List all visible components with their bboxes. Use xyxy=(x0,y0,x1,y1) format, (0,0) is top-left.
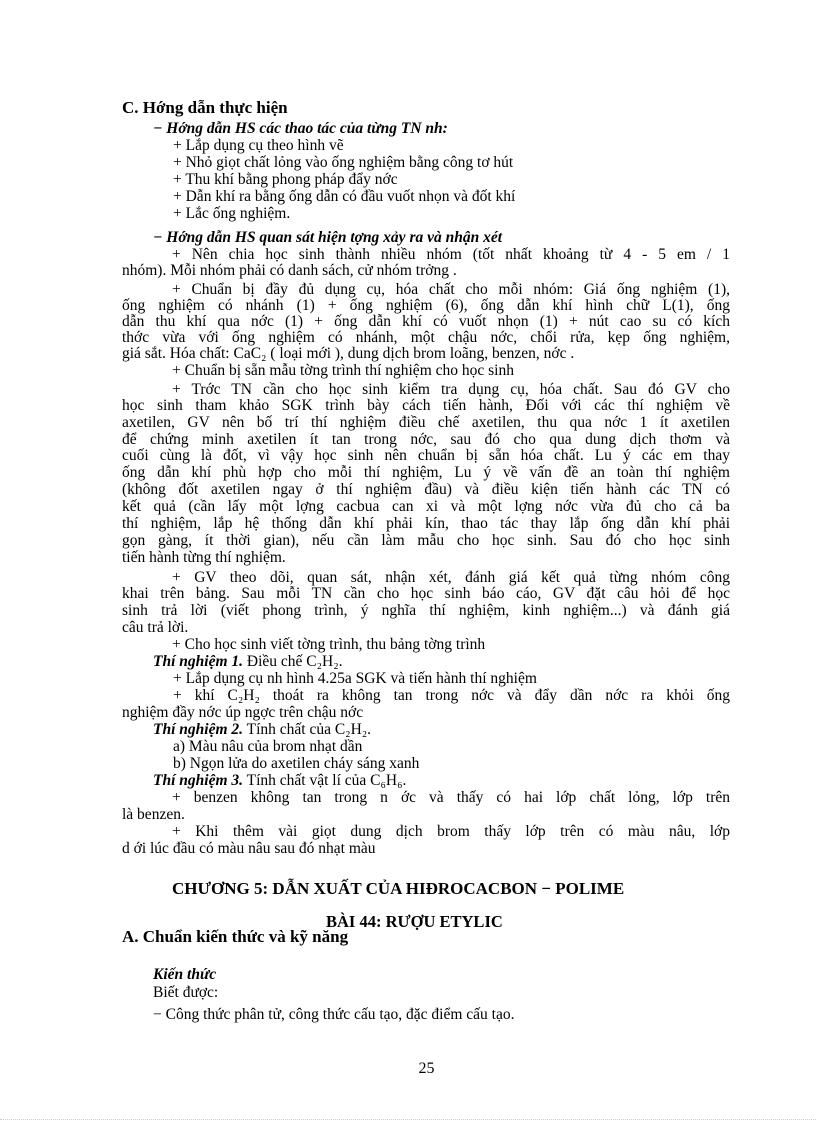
experiment-3-line: + benzen không tan trong n ớc và thấy có hai lớp chất lỏng, lớp trên xyxy=(172,790,730,806)
experiment-2-title: Tính chất của C₂H₂. xyxy=(243,721,372,738)
paragraph-line: cuối cùng là đốt, vì vậy học sinh nên chuẩn bị sẵn hóa chất. Lu ý các em thay xyxy=(122,448,730,464)
paragraph-line: để chứng minh axetilen ít tan trong nớc, sau đó cho qua dung dịch thơm và xyxy=(122,432,730,448)
paragraph-line: câu trả lời. xyxy=(122,619,189,636)
paragraph-line: + Nên chia học sinh thành nhiều nhóm (tốt nhất khoảng từ 4 - 5 em / 1 xyxy=(172,247,730,263)
chapter-title: CHƯƠNG 5: DẪN XUẤT CỦA HIĐROCACBON − POLIME xyxy=(172,879,625,898)
experiment-1-heading xyxy=(153,654,343,670)
experiment-2-line: b) Ngọn lửa do axetilen cháy sáng xanh xyxy=(173,755,420,772)
paragraph-line: axetilen, GV nên bố trí thí nghiệm điều chế axetilen, thu qua nớc 1 ít axetilen xyxy=(122,415,730,431)
paragraph-line: + GV theo dõi, quan sát, nhận xét, đánh giá kết quả từng nhóm công xyxy=(172,570,730,586)
guide1-item: + Thu khí bằng phong pháp đẩy nớc xyxy=(173,171,398,188)
paragraph-line: kết quả (cần lấy một lợng cacbua can xi và một lợng nớc vừa đủ cho cả ba xyxy=(122,499,730,515)
paragraph-line: + Chuẩn bị đầy đủ dụng cụ, hóa chất cho mỗi nhóm: Giá ống nghiệm (1), xyxy=(172,282,730,298)
experiment-3-label: Thí nghiệm 3. xyxy=(153,772,244,789)
knowledge-subheading: Biết được: xyxy=(153,984,219,1001)
paragraph-line: sinh trả lời (viết phong trình, ý nghĩa thí nghiệm, kinh nghiệm...) và đánh giá xyxy=(122,603,730,619)
experiment-3-line: d ới lúc đầu có màu nâu sau đó nhạt màu xyxy=(122,840,376,857)
section-c-title: C. Hớng dẫn thực hiện xyxy=(122,98,288,117)
paragraph-line: (không đốt axetilen ngay ở thí nghiệm đầu) và điều kiện tiến hành các TN có xyxy=(122,482,730,498)
guide2-heading: − Hớng dẫn HS quan sát hiện tợng xảy ra và nhận xét xyxy=(153,229,503,246)
footer-divider xyxy=(0,1119,816,1120)
paragraph-line: dẫn thu khí qua nớc (1) + ống dẫn khí có vuốt nhọn (1) + nút cao su có kích xyxy=(122,314,730,330)
section-a-title: A. Chuẩn kiến thức và kỹ năng xyxy=(122,927,349,946)
paragraph-line: thớc vừa với ống nghiệm có nhánh, một chậu nớc, chổi rửa, kẹp ống nghiệm, xyxy=(122,330,730,346)
experiment-3-line: + Khi thêm vài giọt dung dịch brom thấy lớp trên có màu nâu, lớp xyxy=(172,824,730,840)
paragraph-line: nhóm). Mỗi nhóm phải có danh sách, cử nhóm trởng . xyxy=(122,262,457,279)
paragraph-line: + Trớc TN cần cho học sinh kiểm tra dụng cụ, hóa chất. Sau đó GV cho xyxy=(172,382,730,398)
experiment-1-title: Điều chế C₂H₂. xyxy=(243,653,343,670)
page-number: 25 xyxy=(418,1060,435,1077)
experiment-2-line: a) Màu nâu của brom nhạt dần xyxy=(173,738,363,755)
experiment-3-heading xyxy=(153,773,406,789)
paragraph-line: gọn gàng, ít thời gian), nếu cần làm mẫu cho học sinh. Sau đó cho học sinh xyxy=(122,533,730,549)
paragraph-line: khai trên bảng. Sau mỗi TN cần cho học sinh báo cáo, GV đặt câu hỏi để học xyxy=(122,586,730,602)
experiment-2-heading xyxy=(153,722,371,738)
paragraph-line: học sinh tham khảo SGK trình bày cách tiến hành, Đối với các thí nghiệm về xyxy=(122,398,730,414)
experiment-1-line: + Lắp dụng cụ nh hình 4.25a SGK và tiến hành thí nghiệm xyxy=(173,670,537,687)
paragraph-line: ống dẫn khí phù hợp cho mỗi thí nghiệm, Lu ý về vấn đề an toàn thí nghiệm xyxy=(122,465,730,481)
paragraph-line: + Chuẩn bị sẵn mẫu tờng trình thí nghiệm cho học sinh xyxy=(172,362,514,379)
experiment-1-label: Thí nghiệm 1. xyxy=(153,653,244,670)
guide1-item: + Dẫn khí ra bằng ống dẫn có đầu vuốt nhọn và đốt khí xyxy=(173,188,516,205)
paragraph-line: ống nghiệm có nhánh (1) + ống nghiệm (6), ống dẫn khí hình chữ L(1), ống xyxy=(122,298,730,314)
guide1-item: + Nhỏ giọt chất lỏng vào ống nghiệm bằng công tơ hút xyxy=(173,154,514,171)
guide1-heading: − Hớng dẫn HS các thao tác của từng TN nh: xyxy=(153,120,448,137)
experiment-1-line: + khí C₂H₂ thoát ra không tan trong nớc và đẩy dần nớc ra khỏi ống xyxy=(173,688,730,704)
guide1-item: + Lắc ống nghiệm. xyxy=(173,205,291,222)
knowledge-heading: Kiến thức xyxy=(153,966,217,983)
experiment-3-line: là benzen. xyxy=(122,806,185,823)
experiment-1-line: nghiệm đầy nớc úp ngợc trên chậu nớc xyxy=(122,704,364,721)
paragraph-line: + Cho học sinh viết tờng trình, thu bảng tờng trình xyxy=(172,636,486,653)
paragraph-line: giá sắt. Hóa chất: CaC₂ ( loại mới ), dung dịch brom loãng, benzen, nớc . xyxy=(122,345,575,362)
lesson-title: BÀI 44: RƯỢU ETYLIC xyxy=(326,912,503,931)
experiment-3-title: Tính chất vật lí của C₆H₆. xyxy=(243,772,407,789)
paragraph-line: thí nghiệm, lắp hệ thống dẫn khí phải kín, thao tác thay lắp ống dẫn khí phải xyxy=(122,516,730,532)
paragraph-line: tiến hành từng thí nghiệm. xyxy=(122,549,286,566)
guide1-item: + Lắp dụng cụ theo hình vẽ xyxy=(173,137,344,154)
knowledge-item: − Công thức phân tử, công thức cấu tạo, đặc điểm cấu tạo. xyxy=(153,1006,515,1023)
experiment-2-label: Thí nghiệm 2. xyxy=(153,721,244,738)
